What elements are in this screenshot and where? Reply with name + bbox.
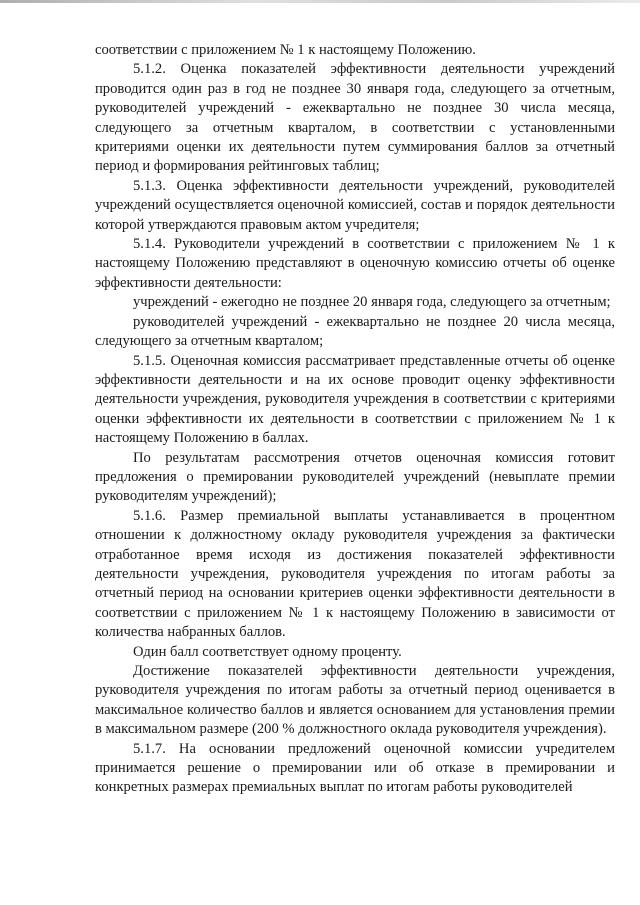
paragraph-5-1-7: 5.1.7. На основании предложений оценочной комиссии учредителем принимается решение о премировании или об отказе в премировании и конкретных размерах премиальных выплат по итогам работы руководителей — [95, 740, 615, 796]
paragraph-5-1-2: 5.1.2. Оценка показателей эффективности деятельности учреждений проводится один раз в год не позднее 30 января года, следующего за отчетным, руководителей учреждений - ежеквартально не позднее 30 числа месяца, следующего за отчетным кварталом, в соответствии с установленными критериями оценки их деятельности путем суммирования баллов за отчетный период и формирования рейтинговых таблиц; — [95, 61, 615, 175]
document-page — [95, 41, 615, 798]
paragraph-5-1-4: 5.1.4. Руководители учреждений в соответствии с приложением № 1 к настоящему Положению представляют в оценочную комиссию отчеты об оценке эффективности деятельности: — [95, 236, 615, 291]
paragraph-5-1-5: 5.1.5. Оценочная комиссия рассматривает представленные отчеты об оценке эффективности деятельности и на их основе проводит оценку эффективности деятельности учреждения, руководителя учреждения в соответствии с критериями оценки эффективности их деятельности в соответствии с приложением № 1 к настоящему Положению в баллах. — [95, 352, 615, 447]
paragraph-5-1-6: 5.1.6. Размер премиальной выплаты устанавливается в процентном отношении к должностному окладу руководителя учреждения за фактически отработанное время исходя из достижения показателей эффективности деятельности учреждения, руководителя учреждения по итогам работы за отчетный период на основании критериев оценки эффективности деятельности в соответствии с приложением № 1 к настоящему Положению в зависимости от количества набранных баллов. — [95, 507, 615, 641]
list-item-institutions: учреждений - ежегодно не позднее 20 января года, следующего за отчетным; — [133, 294, 611, 311]
paragraph-continuation: соответствии с приложением № 1 к настоящему Положению. — [95, 42, 476, 58]
scan-edge — [0, 0, 640, 3]
paragraph-commission-results: По результатам рассмотрения отчетов оценочная комиссия готовит предложения о премировании руководителей учреждений (невыплате премии руководителям учреждений); — [95, 449, 615, 505]
paragraph-5-1-3: 5.1.3. Оценка эффективности деятельности учреждений, руководителей учреждений осуществляется оценочной комиссией, состав и порядок деятельности которой утверждаются правовым актом учредителя; — [95, 177, 615, 233]
list-item-heads: руководителей учреждений - ежеквартально не позднее 20 числа месяца, следующего за отчетным кварталом; — [95, 313, 615, 350]
paragraph-max-award: Достижение показателей эффективности деятельности учреждения, руководителя учреждения по итогам работы за отчетный период оценивается в максимальное количество баллов и является основанием для установления премии в максимальном размере (200 % должностного оклада руководителя учреждения). — [95, 663, 615, 738]
paragraph-one-point: Один балл соответствует одному проценту. — [133, 643, 402, 660]
